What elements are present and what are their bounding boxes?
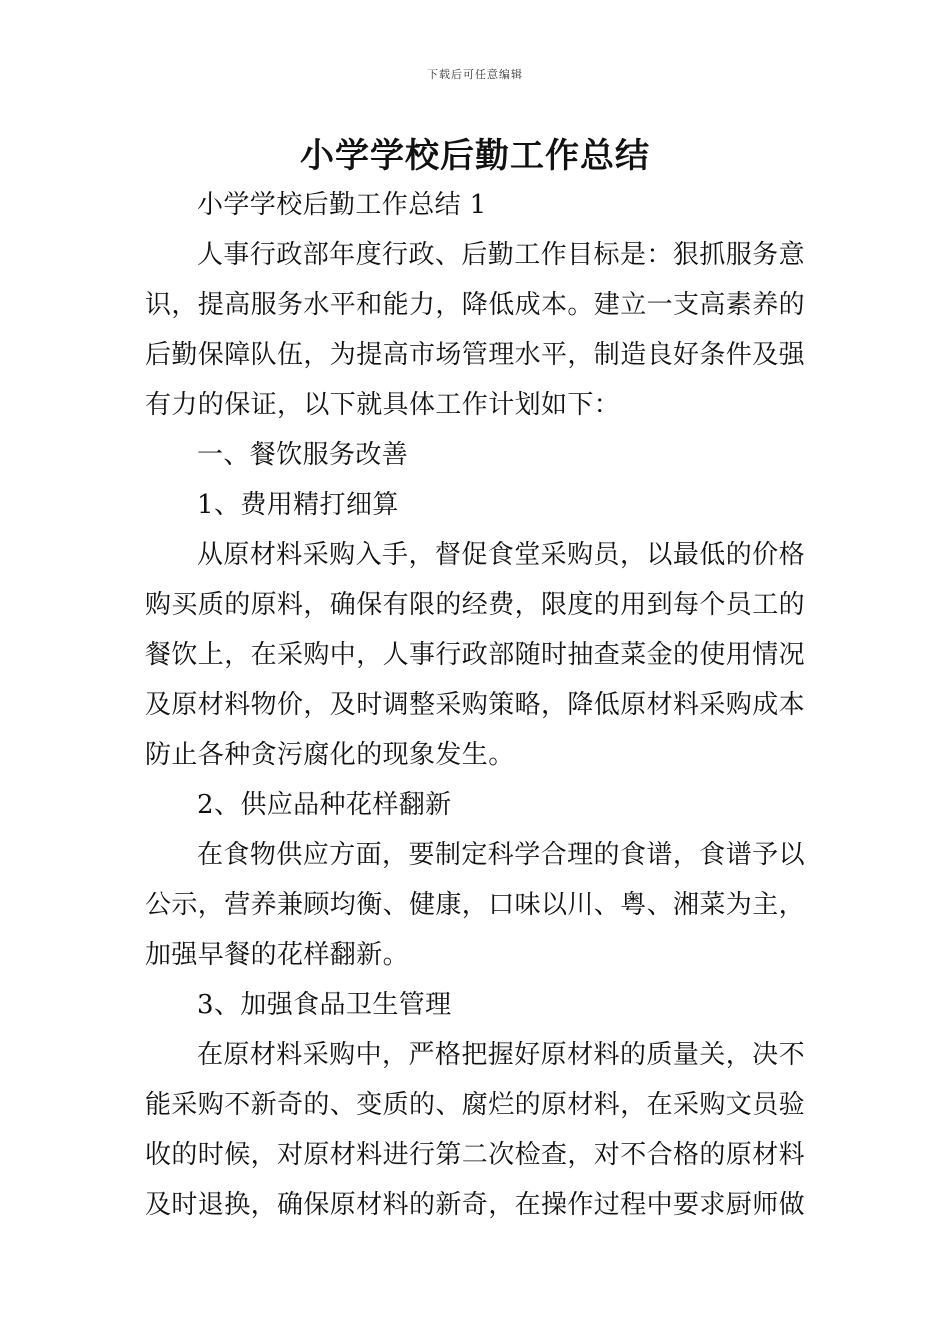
header-note: 下载后可任意编辑 — [427, 68, 523, 81]
subheading-hygiene: 3、加强食品卫生管理 — [197, 990, 452, 1020]
paragraph-subtitle: 小学学校后勤工作总结 1 — [197, 190, 487, 220]
paragraph-variety: 在食物供应方面，要制定科学合理的食谱，食谱予以公示，营养兼顾均衡、健康，口味以川、粤、湘菜为主，加强早餐的花样翻新。 — [145, 840, 806, 970]
document-title: 小学学校后勤工作总结 — [300, 136, 650, 176]
section-heading-catering: 一、餐饮服务改善 — [197, 440, 409, 470]
document-body — [145, 180, 805, 1230]
subheading-cost: 1、费用精打细算 — [197, 490, 399, 520]
subheading-variety: 2、供应品种花样翻新 — [197, 790, 452, 820]
paragraph-hygiene: 在原材料采购中，严格把握好原材料的质量关，决不能采购不新奇的、变质的、腐烂的原材料，在采购文员验收的时候，对原材料进行第二次检查，对不合格的原材料及时退换，确保原材料的新奇，在操作过程中要求厨师做 — [145, 1040, 806, 1220]
paragraph-intro: 人事行政部年度行政、后勤工作目标是：狠抓服务意识，提高服务水平和能力，降低成本。建立一支高素养的后勤保障队伍，为提高市场管理水平，制造良好条件及强有力的保证，以下就具体工作计划如下： — [145, 240, 806, 420]
paragraph-cost: 从原材料采购入手，督促食堂采购员，以最低的价格购买质的原料，确保有限的经费，限度的用到每个员工的餐饮上，在采购中，人事行政部随时抽查菜金的使用情况及原材料物价，及时调整采购策略，降低原材料采购成本防止各种贪污腐化的现象发生。 — [145, 540, 806, 770]
